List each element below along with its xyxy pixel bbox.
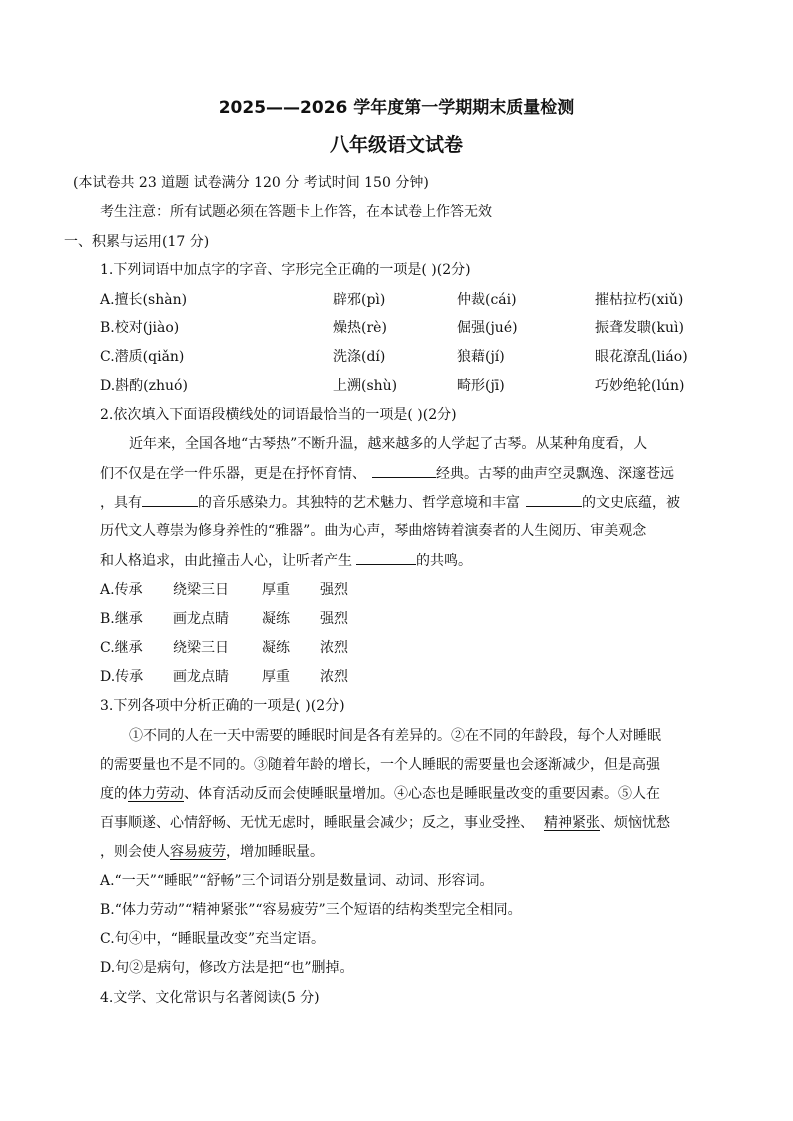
- exam-meta: (本试卷共 23 道题 试卷满分 120 分 考试时间 150 分钟): [73, 175, 429, 191]
- passage-line: 度的体力劳动、体育活动反而会使睡眠量增加。④心态也是睡眠量改变的重要因素。⑤人在: [100, 786, 660, 802]
- passage-line: 近年来，全国各地“古琴热”不断升温，越来越多的人学起了古琴。从某种角度看，人: [129, 436, 648, 452]
- passage-line: 和人格追求，由此撞击人心，让听者产生 的共鸣。: [100, 550, 472, 571]
- passage-line: ①不同的人在一天中需要的睡眠时间是各有差异的。②在不同的年龄段，每个人对睡眠: [129, 728, 661, 744]
- question-3-option-b: B.“体力劳动”“精神紧张”“容易疲劳”三个短语的结构类型完全相同。: [100, 902, 522, 918]
- question-2-stem: 2.依次填入下面语段横线处的词语最恰当的一项是( )(2分): [100, 407, 457, 423]
- exam-notice: 考生注意：所有试题必须在答题卡上作答，在本试卷上作答无效: [100, 204, 492, 220]
- exam-page: 2025——2026 学年度第一学期期末质量检测 八年级语文试卷 (本试卷共 23 道题 试卷满分 120 分 考试时间 150 分钟) 考生注意：所有试题必须在答题卡上作答，在本试卷上作答无效 一、积累与运用(17 分) 1.下列词语中加点字的字音、字形完全正确的一项是( )(2分) A.擅长(shàn) 辟邪(pì) 仲裁(cái) 摧枯拉朽(xiǔ) B.校对(jiào) 燥热(rè) 倔强(jué) 振聋发聩(kuì) C.潜质(qiǎn) 洗涤(dí) 狼藉(jí) 眼花潦乱(liáo) D.斟酌(zhuó) 上溯(shù) 畸形(jī) 巧妙绝轮(lún) 2.依次填入下面语段横线处的词语最恰当的一项是( )(2分) 近年来，全国各地“古琴热”不断升温，越来越多的人学起了古琴。从某种角度看，人 们不仅是在学一件乐器，更是在抒怀育情、 经典。古琴的曲声空灵飘逸、深邃苍远 ，具有 的音乐感染力。其独特的艺术魅力、哲学意境和丰富 的文史底蕴，被 历代文人尊崇为修身养性的“雅器”。曲为心声，琴曲熔铸着演奏者的人生阅历、审美观念 和人格追求，由此撞击人心，让听者产生 的共鸣。 A.传承 绕梁三日 厚重 强烈 B.继承 画龙点睛 凝练 强烈 C.继承 绕梁三日 凝练 浓烈 D.传承 画龙点睛 厚重 浓烈 3.下列各项中分析正确的一项是( )(2分) ①不同的人在一天中需要的睡眠时间是各有差异的。②在不同的年龄段，每个人对睡眠 的需要量也不是不同的。③随着年龄的增长，一个人睡眠的需要量也会逐渐减少，但是高强 度的体力劳动、体育活动反而会使睡眠量增加。④心态也是睡眠量改变的重要因素。⑤人在 百事顺遂、心情舒畅、无忧无虑时，睡眠量会减少；反之，事业受挫、 精神紧张、烦恼忧愁 ，则会使人容易疲劳，增加睡眠量。 A.“一天”“睡眠”“舒畅”三个词语分别是数量词、动词、形容词。 B.“体力劳动”“精神紧张”“容易疲劳”三个短语的结构类型完全相同。 C.句④中，“睡眠量改变”充当定语。 D.句②是病句，修改方法是把“也”删掉。 4.文学、文化常识与名著阅读(5 分): [0, 0, 793, 1121]
- passage-line: ，具有 的音乐感染力。其独特的艺术魅力、哲学意境和丰富 的文史底蕴，被: [100, 492, 680, 513]
- passage-line: 的需要量也不是不同的。③随着年龄的增长，一个人睡眠的需要量也会逐渐减少，但是高强: [100, 757, 660, 773]
- passage-line: 历代文人尊崇为修身养性的“雅器”。曲为心声，琴曲熔铸着演奏者的人生阅历、审美观念: [100, 523, 647, 539]
- passage-line: 们不仅是在学一件乐器，更是在抒怀育情、 经典。古琴的曲声空灵飘逸、深邃苍远: [100, 463, 674, 484]
- passage-line: 百事顺遂、心情舒畅、无忧无虑时，睡眠量会减少；反之，事业受挫、 精神紧张、烦恼忧愁: [100, 815, 670, 831]
- question-3-option-d: D.句②是病句，修改方法是把“也”删掉。: [100, 960, 354, 976]
- fill-blank: [526, 492, 582, 507]
- question-3-option-a: A.“一天”“睡眠”“舒畅”三个词语分别是数量词、动词、形容词。: [100, 873, 494, 889]
- question-3-option-c: C.句④中，“睡眠量改变”充当定语。: [100, 931, 325, 947]
- fill-blank: [142, 492, 198, 507]
- underlined-phrase: 体力劳动: [128, 786, 184, 802]
- fill-blank: [356, 550, 416, 565]
- question-1-stem: 1.下列词语中加点字的字音、字形完全正确的一项是( )(2分): [100, 262, 471, 278]
- exam-subtitle: 八年级语文试卷: [329, 134, 463, 156]
- underlined-phrase: 精神紧张: [544, 815, 600, 831]
- exam-title: 2025——2026 学年度第一学期期末质量检测: [218, 98, 575, 118]
- passage-line: ，则会使人容易疲劳，增加睡眠量。: [100, 844, 324, 860]
- question-4-stem: 4.文学、文化常识与名著阅读(5 分): [100, 990, 320, 1006]
- fill-blank: [372, 463, 436, 478]
- section-heading: 一、积累与运用(17 分): [64, 234, 210, 250]
- question-3-stem: 3.下列各项中分析正确的一项是( )(2分): [100, 698, 345, 714]
- underlined-phrase: 容易疲劳: [170, 844, 226, 860]
